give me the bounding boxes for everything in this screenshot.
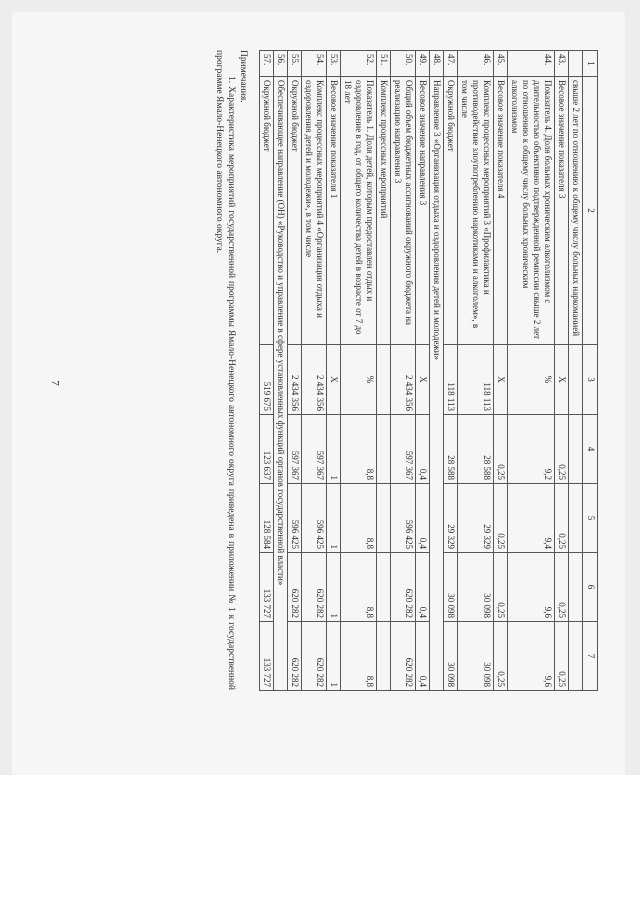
row-value: 28 588	[458, 415, 494, 484]
table-row	[458, 51, 494, 691]
table-row	[430, 51, 444, 691]
row-name: Обеспечивающее направление (ОН) «Руководство и управление в сфере установленных функций органов государственной власти»	[274, 77, 288, 691]
table-row	[555, 51, 569, 691]
row-value: 0,25	[555, 553, 569, 622]
row-name: Окружной бюджет	[288, 77, 302, 345]
row-value: 9,2	[508, 415, 555, 484]
column-header: 2	[583, 77, 598, 345]
table-row	[391, 51, 416, 691]
row-value	[569, 484, 583, 553]
table-row	[494, 51, 508, 691]
table-row	[260, 51, 274, 691]
row-number: 53.	[327, 51, 341, 77]
row-value: 0,25	[555, 484, 569, 553]
row-value: 0,4	[416, 553, 430, 622]
table-row	[444, 51, 458, 691]
row-name: Окружной бюджет	[444, 77, 458, 345]
row-value: X	[327, 345, 341, 415]
table-row	[508, 51, 555, 691]
row-value: 0,25	[494, 553, 508, 622]
row-value	[377, 484, 391, 553]
row-value: 30 098	[458, 553, 494, 622]
row-value: 620 282	[391, 553, 416, 622]
row-number: 48.	[430, 51, 444, 77]
row-name: Весовое значение показателя 4	[494, 77, 508, 345]
row-value: 8,8	[341, 484, 377, 553]
row-value: 8,8	[341, 553, 377, 622]
program-table	[259, 50, 598, 691]
row-number: 57.	[260, 51, 274, 77]
row-value: 620 282	[288, 622, 302, 691]
row-name: Направление 3 «Организация отдыха и оздоровления детей и молодежи»	[430, 77, 444, 691]
row-value: 597 367	[302, 415, 327, 484]
table-header-row	[583, 51, 598, 691]
column-header: 1	[583, 51, 598, 77]
row-value: 1	[327, 415, 341, 484]
row-value: 2 434 356	[302, 345, 327, 415]
row-name: Комплекс процессных мероприятий 3 «Профилактика и противодействие злоупотреблению наркотиками и алкоголем», в том числе	[458, 77, 494, 345]
column-header: 5	[583, 484, 598, 553]
table-row	[416, 51, 430, 691]
column-header: 4	[583, 415, 598, 484]
row-value: 29 329	[444, 484, 458, 553]
row-value: 597 367	[288, 415, 302, 484]
row-value: 28 588	[444, 415, 458, 484]
rotated-content	[58, 50, 598, 740]
row-value: 597 367	[391, 415, 416, 484]
table-row	[274, 51, 288, 691]
row-number: 46.	[458, 51, 494, 77]
row-value: 30 098	[444, 553, 458, 622]
notes-section	[213, 50, 249, 690]
row-number: 54.	[302, 51, 327, 77]
row-name: Комплекс процессных мероприятий 4 «Организация отдыха и оздоровления детей и молодежи», в том числе	[302, 77, 327, 345]
row-value: 8,8	[341, 622, 377, 691]
row-name: Комплекс процессных мероприятий	[377, 77, 391, 345]
row-number: 56.	[274, 51, 288, 77]
table-row	[341, 51, 377, 691]
row-value	[377, 553, 391, 622]
row-value: 30 098	[444, 622, 458, 691]
column-header: 6	[583, 553, 598, 622]
row-value: 0,25	[555, 622, 569, 691]
row-value: 118 113	[458, 345, 494, 415]
row-value	[377, 345, 391, 415]
row-value	[377, 415, 391, 484]
row-number: 50.	[391, 51, 416, 77]
row-value: 620 282	[302, 622, 327, 691]
row-value: X	[494, 345, 508, 415]
row-value: 596 425	[391, 484, 416, 553]
row-value: 1	[327, 553, 341, 622]
table-row	[327, 51, 341, 691]
row-value: 0,4	[416, 484, 430, 553]
table-row	[288, 51, 302, 691]
row-value: 9,6	[508, 553, 555, 622]
row-value: 596 425	[288, 484, 302, 553]
row-value: 9,6	[508, 622, 555, 691]
row-value: 519 675	[260, 345, 274, 415]
row-value	[569, 345, 583, 415]
row-value: 123 637	[260, 415, 274, 484]
row-name: Показатель 1. Доля детей, которым предоставлен отдых и оздоровление в год, от общего количества детей в возрасте от 7 до 18 лет	[341, 77, 377, 345]
row-value: 118 113	[444, 345, 458, 415]
row-name: Окружной бюджет	[260, 77, 274, 345]
row-value: 2 434 356	[288, 345, 302, 415]
table-row	[569, 51, 583, 691]
row-number: 55.	[288, 51, 302, 77]
table-row	[302, 51, 327, 691]
row-value: 29 329	[458, 484, 494, 553]
row-number: 49.	[416, 51, 430, 77]
row-value: 128 584	[260, 484, 274, 553]
row-value: 9,4	[508, 484, 555, 553]
row-value: 8,8	[341, 415, 377, 484]
row-value: 596 425	[302, 484, 327, 553]
row-value: 0,25	[494, 484, 508, 553]
row-value: 1	[327, 622, 341, 691]
row-name: свыше 2 лет по отношению к общему числу больных наркоманией	[569, 77, 583, 345]
page-number: 7	[48, 380, 61, 386]
row-name: Показатель 4. Доля больных хроническим алкоголизмом с длительностью объективно подтвержденной ремиссии свыше 2 лет по отношению к общему числу больных хроническим алкоголизмом	[508, 77, 555, 345]
row-value	[377, 622, 391, 691]
row-value	[569, 415, 583, 484]
row-number: 51.	[377, 51, 391, 77]
row-name: Весовое значение показателя 1	[327, 77, 341, 345]
row-name: Весовое значение показателя 3	[555, 77, 569, 345]
row-value: 0,4	[416, 415, 430, 484]
row-value: 620 282	[391, 622, 416, 691]
row-value: 0,25	[555, 415, 569, 484]
row-value: X	[555, 345, 569, 415]
row-value: %	[508, 345, 555, 415]
row-value: 2 434 356	[391, 345, 416, 415]
row-name: Весовое значение направления 3	[416, 77, 430, 345]
row-number: 52.	[341, 51, 377, 77]
row-number: 44.	[508, 51, 555, 77]
row-value: 133 727	[260, 622, 274, 691]
row-value: 133 727	[260, 553, 274, 622]
row-value: 1	[327, 484, 341, 553]
column-header: 7	[583, 622, 598, 691]
row-value: 0,25	[494, 415, 508, 484]
row-value: X	[416, 345, 430, 415]
row-number: 45.	[494, 51, 508, 77]
row-number: 43.	[555, 51, 569, 77]
row-number	[569, 51, 583, 77]
row-value: %	[341, 345, 377, 415]
column-header: 3	[583, 345, 598, 415]
row-number: 47.	[444, 51, 458, 77]
row-value	[569, 553, 583, 622]
row-name: Общий объем бюджетных ассигнований окружного бюджета на реализацию направления 3	[391, 77, 416, 345]
row-value: 620 282	[288, 553, 302, 622]
row-value: 0,25	[494, 622, 508, 691]
row-value	[569, 622, 583, 691]
notes-title: Примечания.	[238, 50, 248, 103]
row-value: 0,4	[416, 622, 430, 691]
row-value: 620 282	[302, 553, 327, 622]
row-value: 30 098	[458, 622, 494, 691]
notes-text: 1. Характеристика мероприятий государственной программы Ямало-Ненецкого автономного округа приведена в приложении № 1 к государственной программе Ямало-Ненецкого автономного округа.	[214, 50, 236, 690]
table-row	[377, 51, 391, 691]
